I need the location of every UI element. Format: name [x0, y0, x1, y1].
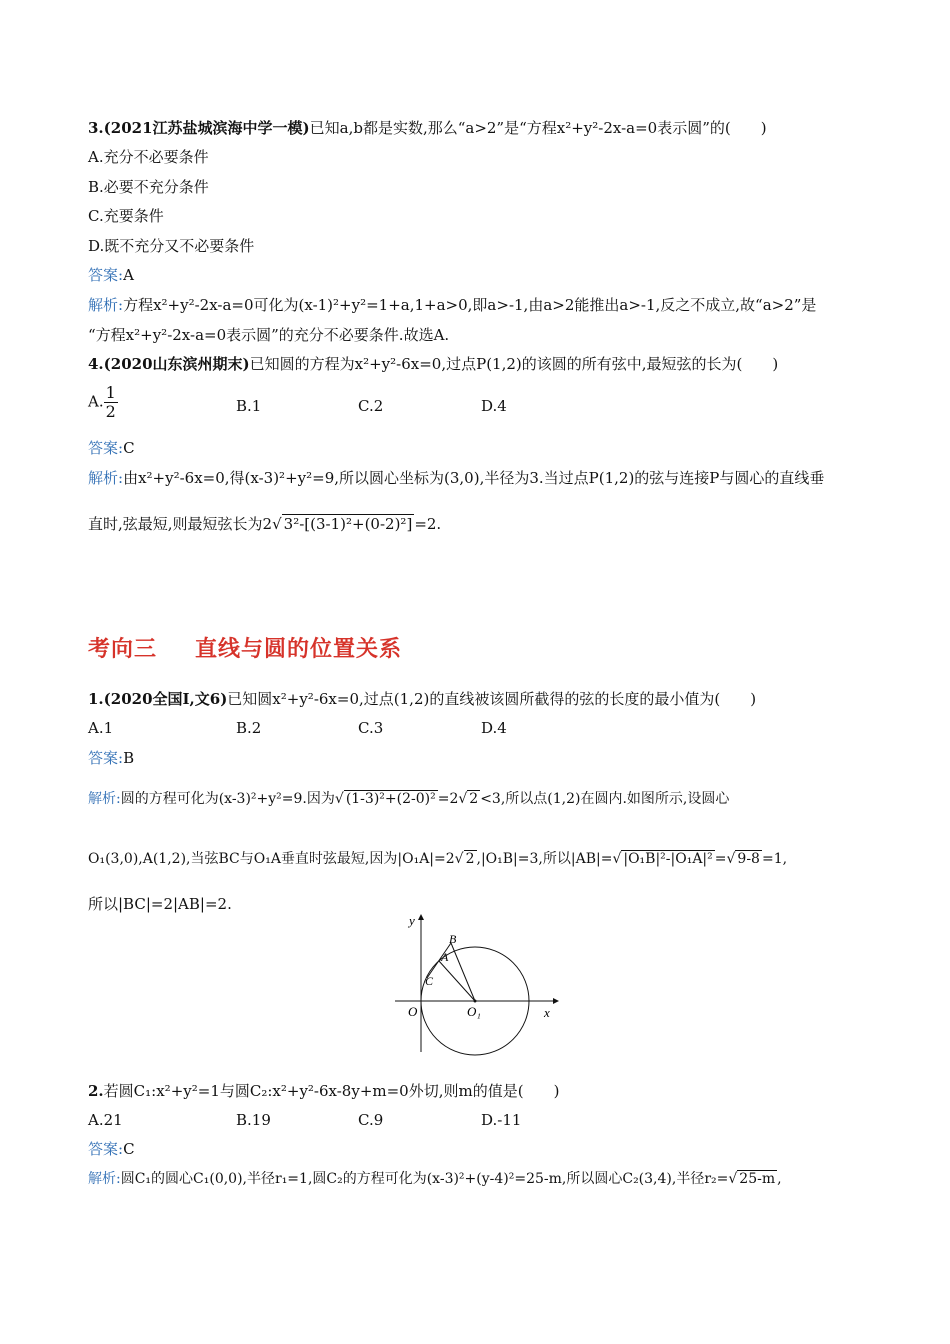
segment-o1-a [439, 961, 475, 1001]
s1-analysis-2-rad3: 9-8 [737, 851, 760, 867]
s1-analysis-line2: O₁(3,0),A(1,2),当弦BC与O₁A垂直时弦最短,因为|O₁A|=2√ 2 ,|O₁B|=3,所以|AB|=√ |O₁B|²-|O₁A|² =√ 9-8 =1, [88, 851, 788, 867]
section-number: 考向三 [88, 637, 158, 662]
s1-option-c: C.3 [358, 719, 384, 737]
q3-option-a: A.充分不必要条件 [88, 148, 209, 166]
q3-option-c: C.充要条件 [88, 207, 164, 225]
s1-answer-label: 答案: [88, 749, 124, 767]
q3-stem: 已知a,b都是实数,那么“a>2”是“方程x²+y²-2x-a=0表示圆”的( ) [309, 119, 767, 137]
s2-answer-value: C [123, 1140, 135, 1158]
s1-analysis-label: 解析: [88, 791, 121, 807]
q4-analysis-text1: 由x²+y²-6x=0,得(x-3)²+y²=9,所以圆心坐标为(3,0),半径为3.当过点P(1,2)的弦与连接P与圆心的直线垂 [123, 469, 825, 487]
s1-analysis-1b: =2 [437, 791, 459, 807]
section-heading [88, 632, 402, 663]
q3-analysis-line2: “方程x²+y²-2x-a=0表示圆”的充分不必要条件.故选A. [88, 326, 450, 344]
s1-answer-value: B [123, 749, 135, 767]
x-axis-arrow [553, 998, 559, 1004]
center-dot [474, 1000, 477, 1003]
label-o1: O₁ [467, 1004, 481, 1019]
q3-number: 3. [88, 119, 104, 137]
label-x: x [544, 1005, 550, 1020]
s2-analysis-line1: 解析:圆C₁的圆心C₁(0,0),半径r₁=1,圆C₂的方程可化为(x-3)²+(y-4)²=25-m,所以圆心C₂(3,4),半径r₂=√ 25-m , [88, 1171, 782, 1187]
q3-source: (2021江苏盐城滨海中学一模) [103, 119, 310, 137]
s2-answer-label: 答案: [88, 1140, 124, 1158]
s2-answer [88, 1139, 135, 1159]
section-title: 直线与圆的位置关系 [195, 637, 403, 662]
s1-analysis-1-rad2: 2 [469, 791, 479, 807]
q3-option-d: D.既不充分又不必要条件 [88, 237, 255, 255]
q4-analysis-line2: 直时,弦最短,则最短弦长为2√ 3²-[(3-1)²+(0-2)²] =2. [88, 515, 442, 533]
label-y: y [409, 913, 415, 928]
s1-analysis-1c: <3,所以点(1,2)在圆内.如图所示,设圆心 [480, 791, 730, 807]
label-c: C [425, 974, 434, 988]
s2-analysis-1a: 圆C₁的圆心C₁(0,0),半径r₁=1,圆C₂的方程可化为(x-3)²+(y-4)²=25-m,所以圆心C₂(3,4),半径r₂= [120, 1171, 729, 1187]
q3-stem-line [88, 118, 767, 138]
q3-analysis-label: 解析: [88, 296, 124, 314]
q4-option-a [88, 384, 118, 421]
s1-analysis-2c: = [714, 851, 727, 867]
s1-stem-line [88, 689, 756, 709]
s1-analysis-2-rad1: 2 [465, 851, 475, 867]
s1-analysis-1-rad: (1-3)²+(2-0)² [345, 791, 436, 807]
q4-source: (2020山东滨州期末) [103, 355, 250, 373]
s1-analysis-1a: 圆的方程可化为(x-3)²+y²=9.因为 [120, 791, 335, 807]
label-a: A [441, 950, 449, 964]
s2-stem-line [88, 1081, 559, 1101]
s1-number: 1. [88, 690, 104, 708]
q4-option-a-prefix: A. [88, 392, 104, 411]
s2-option-d: D.-11 [481, 1111, 522, 1129]
s1-option-b: B.2 [236, 719, 262, 737]
q4-number: 4. [88, 355, 104, 373]
q3-analysis-line1 [88, 295, 816, 315]
q4-stem: 已知圆的方程为x²+y²-6x=0,过点P(1,2)的该圆的所有弦中,最短弦的长为( ) [249, 355, 779, 373]
s2-analysis-1-rad: 25-m [739, 1171, 776, 1187]
s2-number: 2. [88, 1082, 104, 1100]
q4-analysis-radicand: 3²-[(3-1)²+(0-2)²] [283, 515, 413, 533]
s2-option-c: C.9 [358, 1111, 384, 1129]
s1-analysis-2-rad2: |O₁B|²-|O₁A|² [623, 851, 713, 867]
q4-stem-line [88, 354, 778, 374]
q3-analysis-text1: 方程x²+y²-2x-a=0可化为(x-1)²+y²=1+a,1+a>0,即a>-1,由a>2能推出a>-1,反之不成立,故“a>2”是 [123, 296, 817, 314]
q3-answer-label: 答案: [88, 266, 124, 284]
label-b: B [449, 932, 457, 946]
s1-stem: 已知圆x²+y²-6x=0,过点(1,2)的直线被该圆所截得的弦的长度的最小值为( ) [227, 690, 757, 708]
q4-answer [88, 438, 135, 458]
q4-answer-label: 答案: [88, 439, 124, 457]
s1-source: (2020全国Ⅰ,文6) [103, 690, 228, 708]
q4-analysis-label: 解析: [88, 469, 124, 487]
q4-analysis-suffix: =2. [414, 515, 442, 533]
y-axis-arrow [418, 914, 424, 920]
s1-analysis-2a: O₁(3,0),A(1,2),当弦BC与O₁A垂直时弦最短,因为|O₁A|=2 [88, 851, 455, 867]
q4-option-b: B.1 [236, 397, 262, 415]
segment-o1-b [451, 943, 475, 1001]
s1-option-d: D.4 [481, 719, 507, 737]
circle-figure [395, 912, 560, 1057]
s1-analysis-2d: =1, [761, 851, 788, 867]
s2-option-b: B.19 [236, 1111, 271, 1129]
q4-option-d: D.4 [481, 397, 507, 415]
s1-analysis-line3: 所以|BC|=2|AB|=2. [88, 895, 232, 913]
s2-analysis-label: 解析: [88, 1171, 121, 1187]
q3-answer-value: A [123, 266, 134, 284]
s1-analysis-2b: ,|O₁B|=3,所以|AB|= [476, 851, 613, 867]
s1-answer [88, 748, 134, 768]
q3-answer [88, 265, 134, 285]
q4-option-c: C.2 [358, 397, 384, 415]
q4-frac-num: 1 [105, 383, 116, 402]
label-o: O [408, 1004, 418, 1019]
q3-option-b: B.必要不充分条件 [88, 178, 209, 196]
s1-option-a: A.1 [88, 719, 114, 737]
s1-analysis-line1: 解析:圆的方程可化为(x-3)²+y²=9.因为√ (1-3)²+(2-0)² =2√ 2 <3,所以点(1,2)在圆内.如图所示,设圆心 [88, 791, 730, 807]
s2-analysis-1b: , [777, 1171, 782, 1187]
s2-stem: 若圆C₁:x²+y²=1与圆C₂:x²+y²-6x-8y+m=0外切,则m的值是( ) [103, 1082, 560, 1100]
s2-option-a: A.21 [88, 1111, 123, 1129]
q4-answer-value: C [123, 439, 135, 457]
q4-option-a-fraction [104, 384, 118, 421]
q4-frac-den: 2 [105, 402, 116, 421]
q4-analysis-prefix: 直时,弦最短,则最短弦长为2 [88, 515, 273, 533]
q4-analysis-line1 [88, 468, 824, 488]
